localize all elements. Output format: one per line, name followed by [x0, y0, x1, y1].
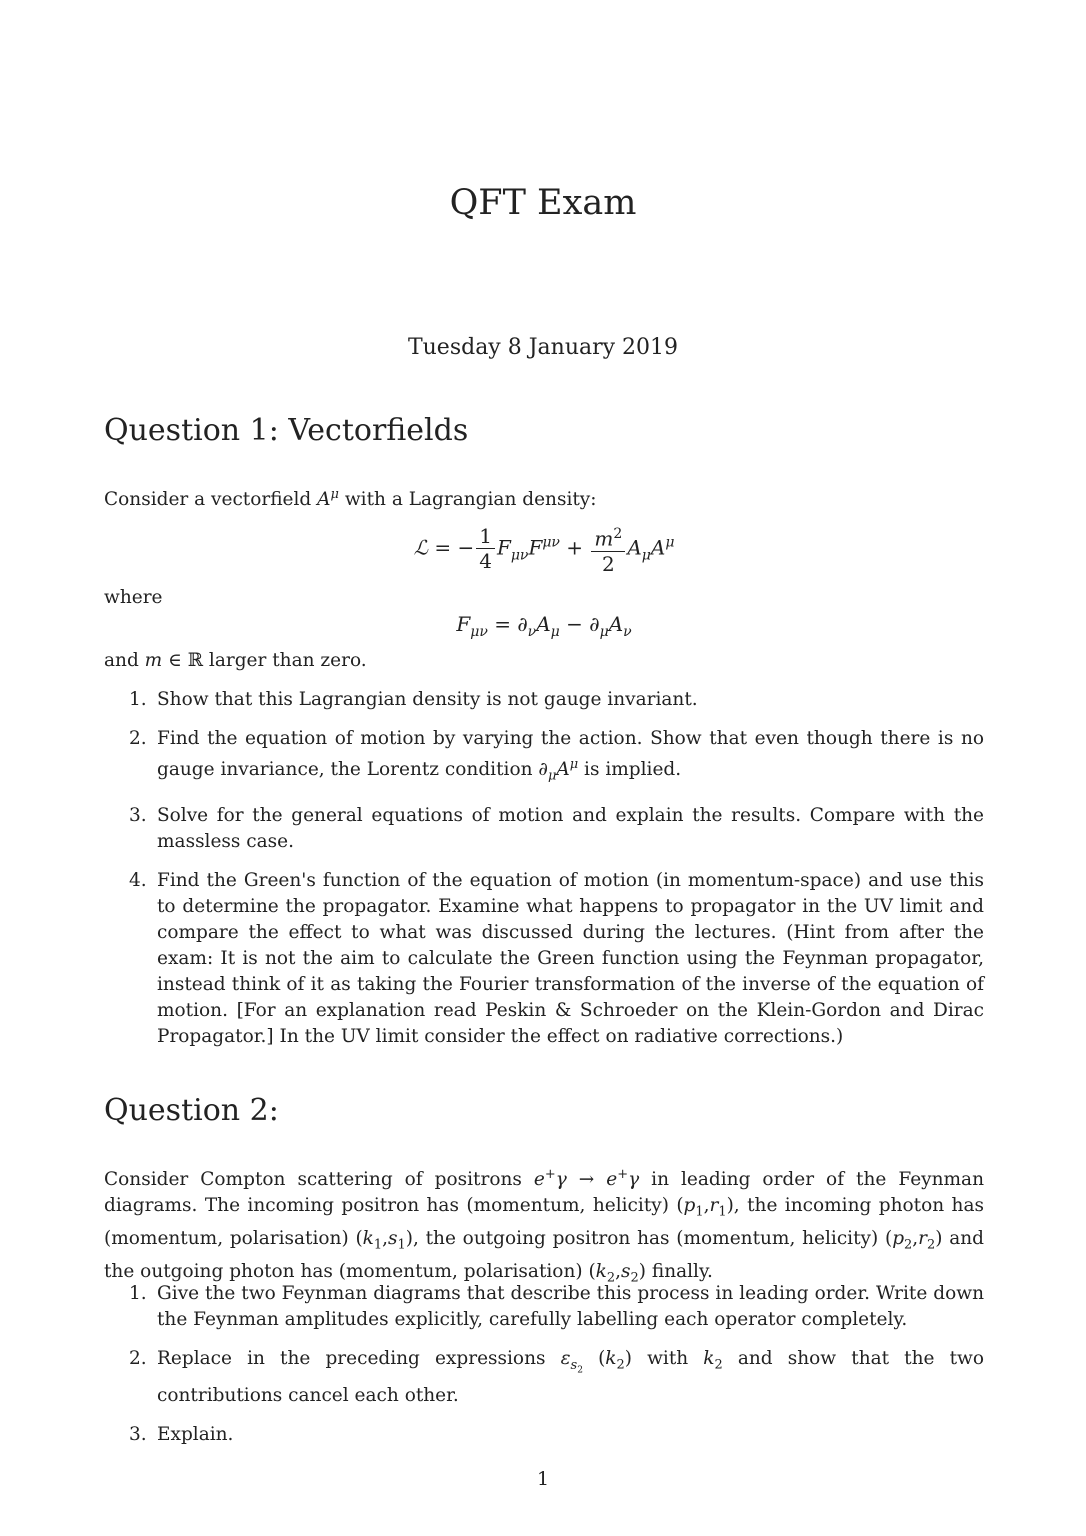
page-title: QFT Exam	[449, 183, 637, 223]
mass-condition: and m ∈ ℝ larger than zero.	[104, 650, 367, 671]
list-item: 4. Find the Green's function of the equation of motion (in momentum-space) and use this to determine the propagator. Examine what happens to propagator in the UV limit and compare the effect to what was discussed during the lectures. (Hint from after the exam: It is not the aim to calculate the Green function using the Feynman propagator, instead think of it as taking the Fourier transformation of the inverse of the equation of motion. [For an explanation read Peskin & Schroeder on the Klein-Gordon and Dirac Propagator.] In the UV limit consider the effect on radiative corrections.)	[129, 869, 984, 1047]
q1-list	[104, 687, 984, 1050]
q2-intro: Consider Compton scattering of positrons e+γ → e+γ in leading order of the Feynman diagrams. The incoming positron has (momentum, helicity) $(p_1,r_1)$, the incoming photon has (momentum, polarisation) $(k_1,s_1)$, the outgoing positron has (momentum, helicity) $(p_2,r_2)$ and the outgoing photon has (momentum, polarisation) $(k_2,s_2)$ finally.	[104, 1167, 985, 1286]
q2-heading: Question 2:	[104, 1093, 279, 1128]
list-item: 1. Give the two Feynman diagrams that describe this process in leading order. Write down the Feynman amplitudes explicitly, carefully labelling each operator completely.	[129, 1283, 984, 1330]
list-item: 1. Show that this Lagrangian density is not gauge invariant.	[129, 689, 698, 710]
page-number: 1	[536, 1468, 550, 1490]
where-label: where	[104, 587, 163, 608]
q1-heading: Question 1: Vectorfields	[104, 413, 469, 448]
field-strength-equation: $F_{\mu\nu} = \partial_\nu A_\mu - \partial_\mu A_\nu$	[456, 612, 632, 640]
q2-list	[104, 1281, 984, 1448]
list-item: 2. Replace in the preceding expressions $\varepsilon_{s_2}$ $(k_2)$ with $k_2$ and show that the two contributions cancel each other.	[129, 1348, 984, 1407]
list-item: 2. Find the equation of motion by varying the action. Show that even though there is no gauge invariance, the Lorentz condition $\partial_\mu A^\mu$ is implied.	[129, 728, 984, 784]
exam-date: Tuesday 8 January 2019	[407, 335, 679, 360]
list-item: 3. Explain.	[129, 1424, 234, 1446]
lagrangian-equation: ℒ = − $\frac{1}{4}$ $F_{\mu\nu}F^{\mu\nu}$ + $\frac{m^2}{2}$ $A_\mu A^\mu$	[104, 522, 984, 576]
q1-intro: Consider a vectorfield $A^\mu$ with a Lagrangian density:	[104, 487, 597, 511]
list-item: 3. Solve for the general equations of motion and explain the results. Compare with the massless case.	[129, 804, 984, 852]
